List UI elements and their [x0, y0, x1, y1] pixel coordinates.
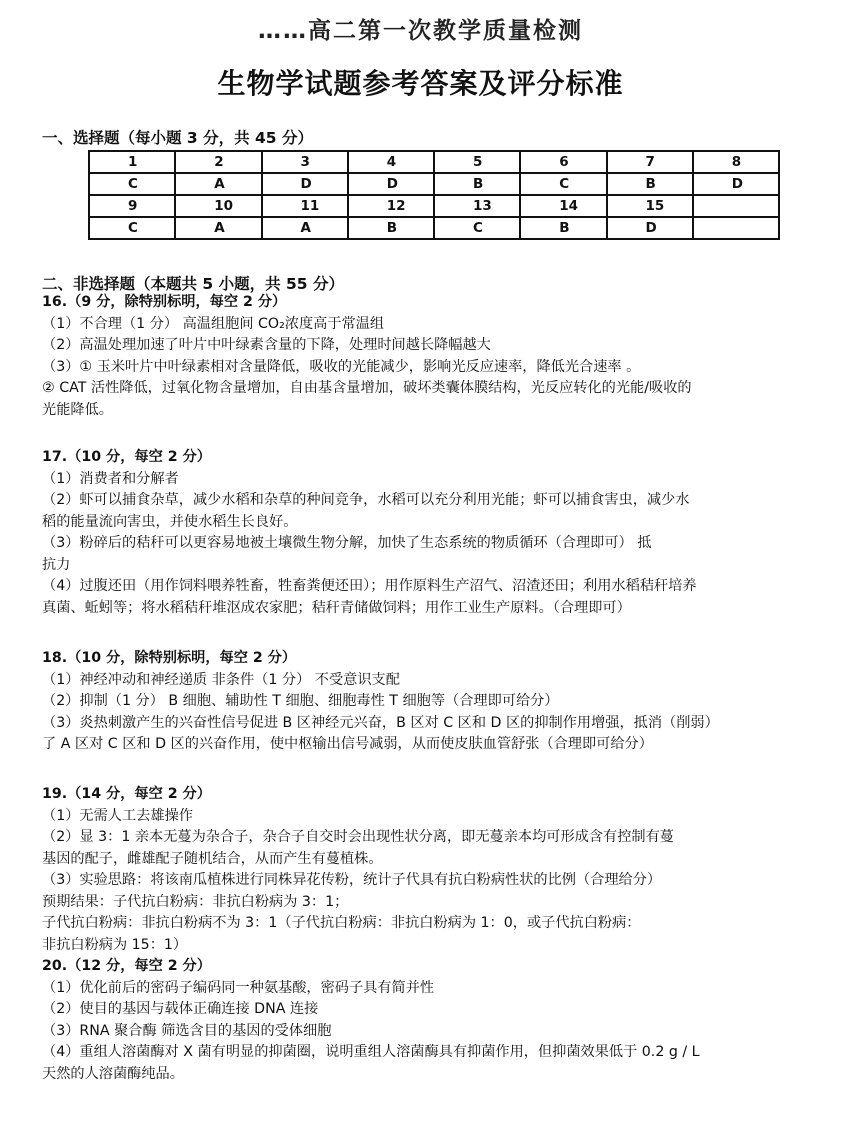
table-cell: D: [262, 173, 348, 195]
table-cell: 14: [520, 195, 606, 217]
answer-line: 非抗白粉病为 15：1）: [42, 936, 188, 953]
table-row: [89, 195, 779, 217]
answer-line: 稻的能量流向害虫，并使水稻生长良好。: [42, 513, 298, 530]
table-cell: 12: [348, 195, 434, 217]
table-cell: 7: [607, 151, 693, 173]
table-cell: A: [175, 217, 261, 239]
table-cell: D: [348, 173, 434, 195]
question-title: 16.（9 分，除特别标明，每空 2 分）: [42, 294, 287, 310]
answer-line: （1）优化前后的密码子编码同一种氨基酸，密码子具有简并性: [42, 979, 435, 996]
table-cell: 2: [175, 151, 261, 173]
question-title: 17.（10 分，每空 2 分）: [42, 449, 211, 465]
answer-line: （3）炎热刺激产生的兴奋性信号促进 B 区神经元兴奋，B 区对 C 区和 D 区的抑制作用增强，抵消（削弱）: [42, 714, 719, 731]
table-cell: C: [434, 217, 520, 239]
answer-line: （1）不合理（1 分） 高温组胞间 CO₂浓度高于常温组: [42, 315, 385, 332]
table-cell: 4: [348, 151, 434, 173]
answer-line: （2）使目的基因与载体正确连接 DNA 连接: [42, 1001, 319, 1017]
answer-line: （1）消费者和分解者: [42, 470, 179, 487]
table-cell: 10: [175, 195, 261, 217]
table-cell: A: [175, 173, 261, 195]
answer-table: [88, 150, 780, 240]
table-cell: 15: [607, 195, 693, 217]
answer-line: 基因的配子，雌雄配子随机结合，从而产生有蔓植株。: [42, 850, 383, 867]
answer-line: （2）显 3：1 亲本无蔓为杂合子，杂合子自交时会出现性状分离，即无蔓亲本均可形成含有控制有蔓: [42, 829, 674, 845]
table-cell: D: [693, 173, 779, 195]
table-cell: [693, 217, 779, 239]
table-cell: 11: [262, 195, 348, 217]
answer-line: 子代抗白粉病：非抗白粉病不为 3：1（子代抗白粉病：非抗白粉病为 1：0，或子代抗白粉病：: [42, 915, 641, 931]
answer-line: （2）高温处理加速了叶片中叶绿素含量的下降，处理时间越长降幅越大: [42, 337, 491, 353]
table-row: [89, 217, 779, 239]
table-cell: 3: [262, 151, 348, 173]
question-18: [42, 648, 818, 756]
table-cell: 5: [434, 151, 520, 173]
table-cell: [693, 195, 779, 217]
answer-line: （4）重组人溶菌酶对 X 菌有明显的抑菌圈，说明重组人溶菌酶具有抑菌作用，但抑菌效果低于 0.2 g / L: [42, 1044, 700, 1060]
answer-line: （1）神经冲动和神经递质 非条件（1 分） 不受意识支配: [42, 671, 400, 688]
section1-heading: 一、选择题（每小题 3 分，共 45 分）: [42, 129, 313, 147]
table-cell: B: [520, 217, 606, 239]
question-19: [42, 784, 818, 956]
document-title: 生物学试题参考答案及评分标准: [217, 67, 624, 100]
table-cell: D: [607, 217, 693, 239]
answer-line: （1）无需人工去雄操作: [42, 807, 193, 824]
answer-line: 光能降低。: [42, 401, 113, 418]
table-cell: C: [520, 173, 606, 195]
section2-heading: 二、非选择题（本题共 5 小题，共 55 分）: [42, 275, 344, 293]
answer-line: （2）抑制（1 分） B 细胞、辅助性 T 细胞、细胞毒性 T 细胞等（合理即可给分）: [42, 693, 559, 709]
question-title: 19.（14 分，每空 2 分）: [42, 786, 211, 802]
table-cell: 1: [89, 151, 175, 173]
table-cell: 6: [520, 151, 606, 173]
answer-line: （3）粉碎后的秸秆可以更容易地被土壤微生物分解，加快了生态系统的物质循环（合理即可） 抵: [42, 535, 652, 551]
answer-line: （4）过腹还田（用作饲料喂养牲畜，牲畜粪便还田）；用作原料生产沼气、沼渣还田；利用水稻秸秆培养: [42, 578, 697, 594]
table-cell: 13: [434, 195, 520, 217]
table-cell: B: [348, 217, 434, 239]
question-20: [42, 956, 818, 1085]
table-row: [89, 151, 779, 173]
table-cell: C: [89, 217, 175, 239]
answer-line: （3）实验思路：将该南瓜植株进行同株异花传粉，统计子代具有抗白粉病性状的比例（合理给分）: [42, 872, 662, 888]
answer-line: （3）RNA 聚合酶 筛选含目的基因的受体细胞: [42, 1022, 332, 1039]
table-cell: B: [434, 173, 520, 195]
table-cell: A: [262, 217, 348, 239]
question-title: 18.（10 分，除特别标明，每空 2 分）: [42, 650, 297, 666]
table-row: [89, 173, 779, 195]
answer-line: （2）虾可以捕食杂草，减少水稻和杂草的种间竞争，水稻可以充分利用光能；虾可以捕食害虫，减少水: [42, 492, 690, 508]
table-cell: C: [89, 173, 175, 195]
answer-line: （3）① 玉米叶片中叶绿素相对含量降低，吸收的光能减少，影响光反应速率，降低光合速率 。: [42, 358, 641, 375]
exam-title: ……高二第一次教学质量检测: [258, 18, 583, 44]
answer-line: 了 A 区对 C 区和 D 区的兴奋作用，使中枢输出信号减弱，从而使皮肤血管舒张（合理即可给分）: [42, 736, 653, 752]
answer-line: 预期结果：子代抗白粉病：非抗白粉病为 3：1；: [42, 893, 349, 910]
answer-line: 天然的人溶菌酶纯品。: [42, 1065, 184, 1082]
table-cell: 8: [693, 151, 779, 173]
table-cell: B: [607, 173, 693, 195]
question-16: [42, 292, 818, 421]
answer-line: 真菌、蚯蚓等；将水稻秸秆堆沤成农家肥；秸秆青储做饲料；用作工业生产原料。（合理即可）: [42, 599, 631, 616]
question-17: [42, 447, 818, 619]
answer-line: 抗力: [42, 556, 71, 573]
answer-line: ② CAT 活性降低，过氧化物含量增加，自由基含量增加，破坏类囊体膜结构，光反应转化的光能/吸收的: [42, 380, 692, 396]
question-title: 20.（12 分，每空 2 分）: [42, 958, 211, 974]
table-cell: 9: [89, 195, 175, 217]
